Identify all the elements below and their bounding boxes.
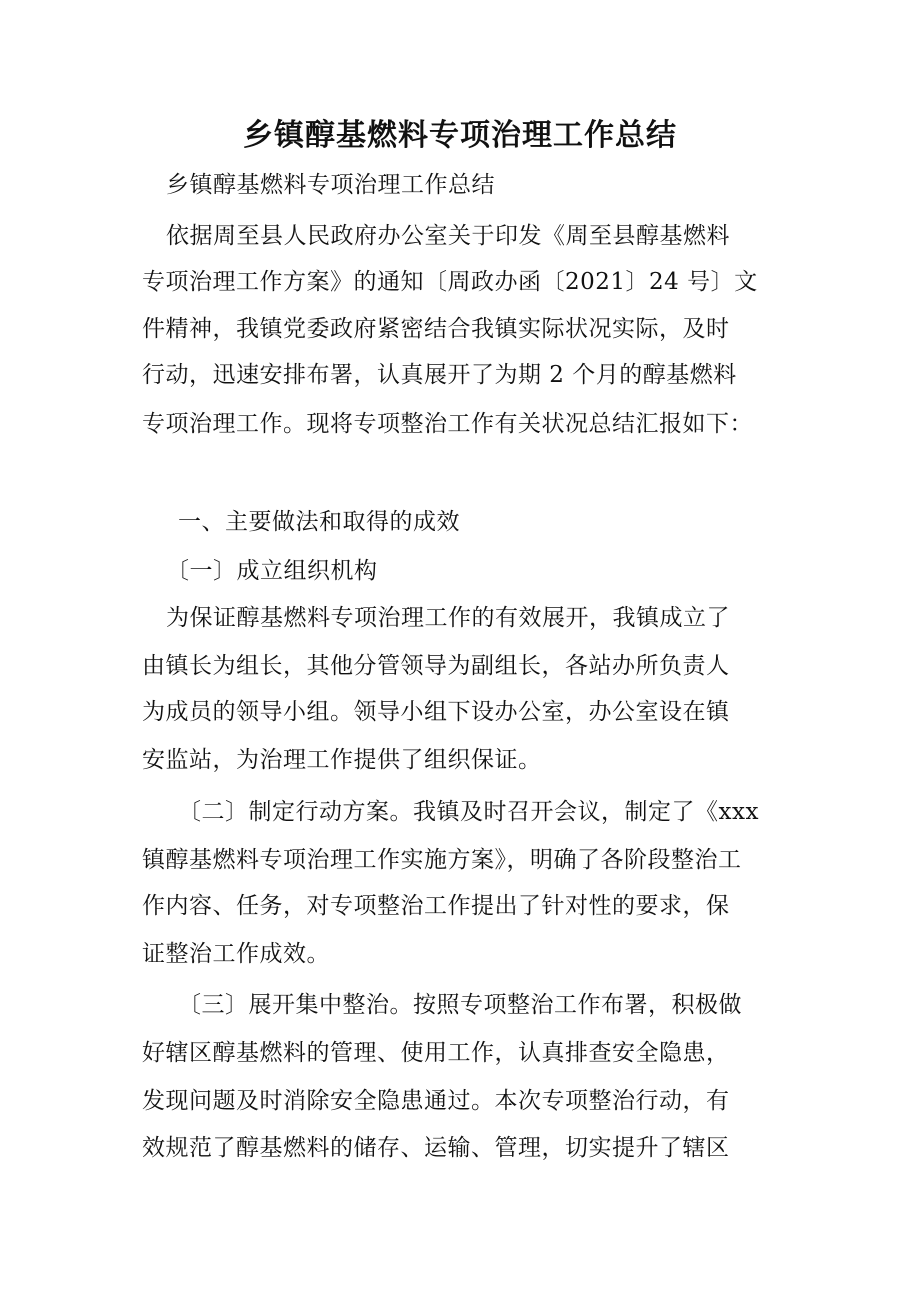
paragraph-line: 〔二〕制定行动方案。我镇及时召开会议，制定了《xxx: [178, 799, 759, 825]
paragraph-line: 由镇长为组长，其他分管领导为副组长，各站办所负责人: [142, 653, 730, 679]
intro-line: 专项治理工作。现将专项整治工作有关状况总结汇报如下：: [142, 411, 753, 437]
paragraph-line: 发现问题及时消除安全隐患通过。本次专项整治行动，有: [142, 1088, 730, 1114]
paragraph-line: 效规范了醇基燃料的储存、运输、管理，切实提升了辖区: [142, 1135, 730, 1161]
document-title: 乡镇醇基燃料专项治理工作总结: [243, 118, 677, 153]
intro-line: 件精神，我镇党委政府紧密结合我镇实际状况实际，及时: [142, 316, 730, 342]
subsection-heading: 〔一〕成立组织机构: [166, 558, 378, 584]
paragraph-line: 好辖区醇基燃料的管理、使用工作，认真排查安全隐患，: [142, 1040, 730, 1066]
section-heading: 一、主要做法和取得的成效: [178, 509, 460, 535]
paragraph-line: 作内容、任务，对专项整治工作提出了针对性的要求，保: [142, 893, 730, 919]
document-subtitle: 乡镇醇基燃料专项治理工作总结: [166, 172, 495, 198]
paragraph-line: 安监站，为治理工作提供了组织保证。: [142, 747, 542, 773]
paragraph-line: 为保证醇基燃料专项治理工作的有效展开，我镇成立了: [166, 605, 730, 631]
intro-line: 依据周至县人民政府办公室关于印发《周至县醇基燃料: [166, 223, 730, 249]
paragraph-line: 〔三〕展开集中整治。按照专项整治工作布署，积极做: [178, 992, 742, 1018]
paragraph-line: 为成员的领导小组。领导小组下设办公室，办公室设在镇: [142, 699, 730, 725]
paragraph-line: 镇醇基燃料专项治理工作实施方案》，明确了各阶段整治工: [142, 847, 742, 873]
intro-line: 专项治理工作方案》的通知〔周政办函〔2021〕24 号〕文: [142, 269, 758, 295]
paragraph-line: 证整治工作成效。: [142, 941, 330, 967]
intro-line: 行动，迅速安排布署，认真展开了为期 2 个月的醇基燃料: [142, 362, 737, 388]
